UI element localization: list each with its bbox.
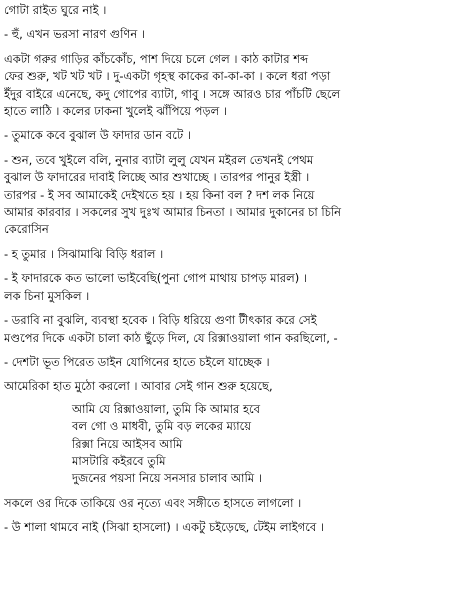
paragraph-8 (4, 312, 452, 347)
text-line: কেরোসিন (4, 222, 49, 237)
text-line: তারপর - ই সব আমাকেই দেইখতে হয় । হয় কিনা বল ? দশ লক নিয়ে (4, 187, 315, 202)
text-line: ফের শুরু, খট খট খট । দু-একটা গৃহস্থ কাকের কা-কা-কা । কলে ধরা পড়া (4, 69, 331, 84)
text-line: লক চিনা মুসকিল । (4, 288, 90, 303)
paragraph-5 (4, 152, 452, 239)
text-line: - ডরাবি না বুঝলি, ব্যবস্থা হবেক । বিড়ি ধরিয়ে গুণা টীৎকার করে সেই (4, 313, 317, 328)
text-line: বুঝাল উ ফাদারের দাবাই লিচ্ছে আর শুখাচ্ছে । তারপর পানুর ইস্ত্রী । (4, 170, 310, 185)
paragraph-7 (4, 270, 452, 305)
paragraph-11 (4, 495, 452, 512)
verse-line: মাসটারি কইরবে তুমি (72, 453, 166, 468)
text-line: সকলে ওর দিকে তাকিয়ে ওর নৃত্যে এবং সঙ্গীতে হাসতে লাগলো । (4, 495, 302, 510)
text-line: মণ্ডপের দিকে একটা চালা কাঠ ছুঁড়ে দিল, যে রিক্সাওয়ালা গান করছিলো, - (4, 330, 338, 345)
paragraph-10 (4, 378, 452, 395)
paragraph-2 (4, 26, 452, 43)
verse-line: বল গো ও মাধবী, তুমি বড় লকের ম্যায়ে (72, 419, 251, 434)
verse-line: দুজনের পয়সা নিয়ে সনসার চালাব আমি । (72, 471, 262, 486)
paragraph-9 (4, 354, 452, 371)
text-line: - ই ফাদারকে কত ভালো ভাইবেছি(পুনা গোপ মাথায় চাপড় মারল) । (4, 271, 307, 286)
text-line: - উ শালা থামবে নাই (সিঝা হাসলো) । একটু চইড়েছে, টেইম লাইগবে । (4, 520, 325, 535)
paragraph-6 (4, 246, 452, 263)
text-line: - দেশটা ভূত পিরেত ডাইন যোগিনের হাতে চইলে যাচ্ছেক । (4, 354, 270, 369)
paragraph-12 (4, 519, 452, 536)
text-line: - শুন, তবে খুইলে বলি, নুনার ব্যাটা লুলু যেখন মইরল তেখনই পেথম (4, 152, 314, 167)
verse-line: আমি যে রিক্সাওয়ালা, তুমি কি আমার হবে (72, 401, 261, 416)
paragraph-4 (4, 127, 452, 144)
text-line: - হ তুমার । সিঝামাঝি বিড়ি ধরাল । (4, 246, 164, 261)
text-line: আমার কারবার । সকলের সুখ দুঃখ আমার চিনতা । আমার দুকানের চা চিনি (4, 205, 342, 220)
text-line: একটা গরুর গাড়ির কাঁচকোঁচ, পাশ দিয়ে চলে গেল । কাঠ কাটার শব্দ (4, 51, 309, 66)
text-line: - হুঁ, এখন ভরসা নারণ গুণিন । (4, 27, 145, 42)
paragraph-1 (4, 2, 452, 19)
text-line: হাতে লাঠি । কলের ঢাকনা খুলেই ঝাঁপিয়ে পড়ল । (4, 104, 227, 119)
text-line: ইঁদুর বাইরে এনেছে, কদু গোপের ব্যাটা, গাবু । সঙ্গে আরও চার পাঁচটি ছেলে (4, 86, 341, 101)
text-line: আমেরিকা হাত মুঠো করলো । আবার সেই গান শুরু হয়েছে, (4, 379, 273, 394)
text-line: - তুমাকে কবে বুঝাল উ ফাদার ডান বটে । (4, 128, 191, 143)
text-line: গোটা রাইত ঘুরে নাই । (4, 3, 107, 17)
verse-line: রিক্সা নিয়ে আইসব আমি (72, 436, 183, 451)
paragraph-3 (4, 51, 452, 121)
song-verse (4, 401, 452, 488)
